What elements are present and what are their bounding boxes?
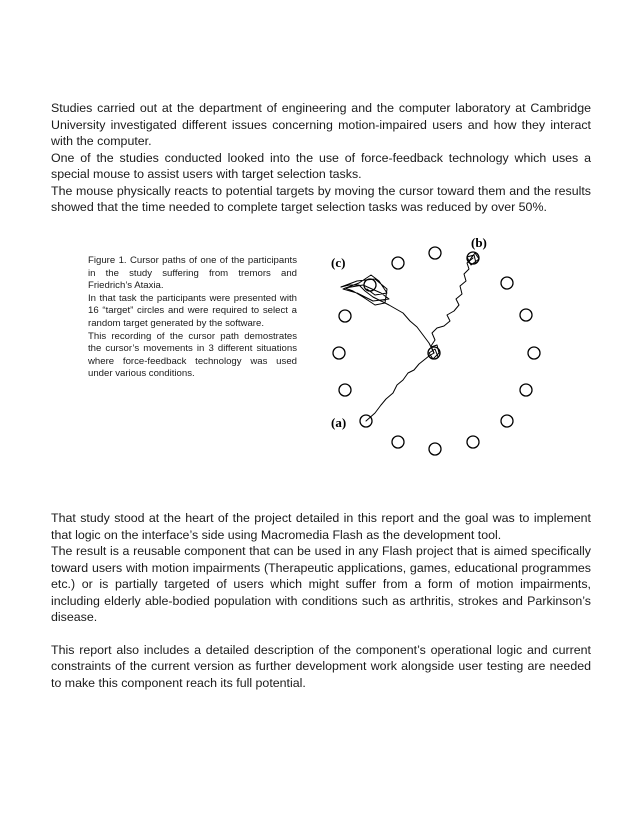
label-b: (b) — [471, 235, 487, 250]
intro-section — [51, 100, 591, 216]
intro-paragraph-2: One of the studies conducted looked into the use of force-feedback technology which uses a special mouse to assist users with target selection tasks. — [51, 150, 591, 181]
figure-caption — [88, 255, 297, 381]
intro-paragraph-1: Studies carried out at the department of engineering and the computer laboratory at Cambridge University investigated different issues concerning motion-impaired users and how they interact with the computer. — [51, 101, 591, 148]
caption-paragraph-1: Figure 1. Cursor paths of one of the participants in the study suffering from tremors and Friedrich’s Ataxia. — [88, 255, 297, 292]
cursor-path-figure — [323, 233, 543, 459]
paragraph-gap — [51, 626, 591, 642]
outro-paragraph-3: This report also includes a detailed description of the component’s operational logic and current constraints of the current version as further development work alongside user testing are needed to make this component reach its full potential. — [51, 642, 591, 690]
outro-paragraph-2: The result is a reusable component that can be used in any Flash project that is aimed specifically toward users with motion impairments (Therapeutic applications, games, educational programmes etc.) or is partially targeted of users which might suffer from a form of motion impairments, including elderly able-bodied population with conditions such as arthritis, strokes and Parkinson’s disease. — [51, 544, 591, 624]
caption-paragraph-2: In that task the participants were presented with 16 “target” circles and were required to select a random target generated by the software. — [88, 292, 297, 329]
intro-paragraph-3: The mouse physically reacts to potential targets by moving the cursor toward them and the results showed that the time needed to complete target selection tasks was reduced by over 50%. — [51, 183, 591, 214]
outro-section — [51, 510, 591, 691]
label-a: (a) — [331, 415, 347, 430]
outro-paragraph-1: That study stood at the heart of the project detailed in this report and the goal was to implement that logic on the interface’s side using Macromedia Flash as the development tool. — [51, 511, 591, 542]
cursor-path-diagram — [323, 233, 543, 459]
caption-paragraph-3: This recording of the cursor path demostrates the cursor’s movements in 3 different situations where force-feedback technology was used under various conditions. — [88, 330, 297, 380]
label-c: (c) — [331, 255, 346, 270]
